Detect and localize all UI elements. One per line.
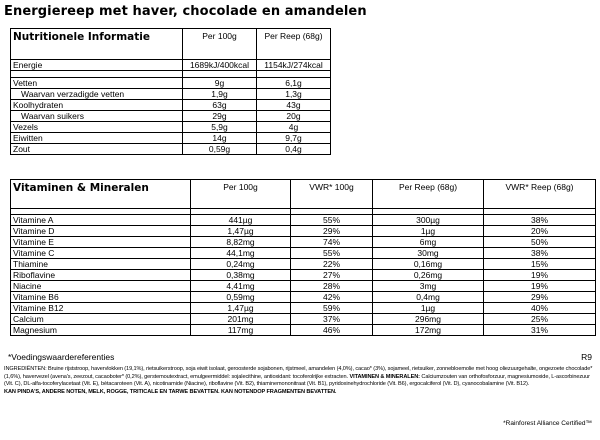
vitamin-label: Vitamine E <box>11 237 191 248</box>
nutrition-row <box>11 111 331 122</box>
vitamin-value: 42% <box>291 292 373 303</box>
vitamin-label: Vitamine C <box>11 248 191 259</box>
vitamin-row <box>11 325 596 336</box>
vitamin-value: 74% <box>291 237 373 248</box>
vitamin-value: 27% <box>291 270 373 281</box>
vitamin-label: Riboflavine <box>11 270 191 281</box>
nutrient-label: Energie <box>11 60 183 71</box>
vitamin-value: 55% <box>291 215 373 226</box>
vitamin-value: 4,41mg <box>191 281 291 292</box>
nutrition-row <box>11 144 331 155</box>
rainforest-certification: *Rainforest Alliance Certified™ <box>503 420 592 427</box>
nutrition-row <box>11 89 331 100</box>
vitamins-header: Vitaminen & Mineralen <box>11 180 191 209</box>
vitamins-table <box>10 179 596 336</box>
nutrient-value: 4g <box>257 122 331 133</box>
vitamin-value: 20% <box>484 226 596 237</box>
vitamins-minerals-text: Calciumzouten van orthofosforzuur, magnesiumoxide, L-ascorbinezuur (Vit. C), DL-alfa-tocoferylacetaat (Vit. E), bètacaroteen (Vit. A), nicotinamide (Niacine), riboflavine (Vit. B2), thiaminemononitraat (Vit. B1), pyridoxinehydrochloride (Vit. B6), ergocalciferol (Vit. D), cyanocobalamine (Vit. B12). <box>4 373 590 388</box>
nutrition-row <box>11 60 331 71</box>
footnote: *Voedingswaardereferenties <box>8 352 115 362</box>
vitamins-col-vwrbar: VWR* Reep (68g) <box>484 180 596 209</box>
vitamin-value: 30mg <box>373 248 484 259</box>
vitamin-label: Vitamine A <box>11 215 191 226</box>
nutrient-value: 6,1g <box>257 78 331 89</box>
vitamins-header-row <box>11 180 596 209</box>
vitamin-row <box>11 215 596 226</box>
vitamin-value: 40% <box>484 303 596 314</box>
vitamin-value: 44,1mg <box>191 248 291 259</box>
vitamin-value: 29% <box>291 226 373 237</box>
vitamin-row <box>11 314 596 325</box>
vitamin-value: 55% <box>291 248 373 259</box>
nutrient-value: 43g <box>257 100 331 111</box>
vitamin-value: 296mg <box>373 314 484 325</box>
product-code: R9 <box>581 352 592 362</box>
vitamin-value: 46% <box>291 325 373 336</box>
vitamin-value: 441µg <box>191 215 291 226</box>
vitamin-value: 8,82mg <box>191 237 291 248</box>
vitamin-value: 50% <box>484 237 596 248</box>
nutrient-label: Waarvan verzadigde vetten <box>11 89 183 100</box>
vitamin-value: 172mg <box>373 325 484 336</box>
vitamins-col-vwr100: VWR* 100g <box>291 180 373 209</box>
nutrient-label: Vetten <box>11 78 183 89</box>
nutrition-row <box>11 78 331 89</box>
vitamin-label: Vitamine D <box>11 226 191 237</box>
vitamin-value: 1µg <box>373 226 484 237</box>
vitamin-value: 22% <box>291 259 373 270</box>
vitamin-label: Vitamine B6 <box>11 292 191 303</box>
nutrient-value: 1,3g <box>257 89 331 100</box>
nutrition-row <box>11 122 331 133</box>
vitamin-label: Vitamine B12 <box>11 303 191 314</box>
product-title: Energiereep met haver, chocolade en amandelen <box>4 4 367 19</box>
vitamin-value: 3mg <box>373 281 484 292</box>
vitamin-value: 25% <box>484 314 596 325</box>
vitamin-value: 0,4mg <box>373 292 484 303</box>
spacer-cell <box>257 71 331 78</box>
vitamin-row <box>11 303 596 314</box>
vitamin-row <box>11 270 596 281</box>
nutrient-label: Eiwitten <box>11 133 183 144</box>
vitamin-value: 0,26mg <box>373 270 484 281</box>
vitamin-value: 117mg <box>191 325 291 336</box>
vitamin-value: 0,59mg <box>191 292 291 303</box>
nutrient-value: 5,9g <box>183 122 257 133</box>
vitamin-label: Niacine <box>11 281 191 292</box>
vitamin-value: 6mg <box>373 237 484 248</box>
nutrient-value: 29g <box>183 111 257 122</box>
nutrient-value: 1,9g <box>183 89 257 100</box>
vitamin-value: 38% <box>484 215 596 226</box>
vitamin-value: 31% <box>484 325 596 336</box>
nutrient-value: 9g <box>183 78 257 89</box>
vitamin-row <box>11 226 596 237</box>
vitamin-value: 0,16mg <box>373 259 484 270</box>
nutrient-value: 14g <box>183 133 257 144</box>
nutrition-row <box>11 100 331 111</box>
nutrient-label: Vezels <box>11 122 183 133</box>
nutrition-col-perbar: Per Reep (68g) <box>257 29 331 60</box>
vitamin-row <box>11 237 596 248</box>
vitamin-row <box>11 259 596 270</box>
vitamin-row <box>11 281 596 292</box>
spacer-row <box>11 71 331 78</box>
vitamin-value: 0,38mg <box>191 270 291 281</box>
vitamin-value: 28% <box>291 281 373 292</box>
vitamins-col-per100: Per 100g <box>191 180 291 209</box>
nutrition-table <box>10 28 331 155</box>
vitamin-value: 1,47µg <box>191 303 291 314</box>
nutrient-label: Waarvan suikers <box>11 111 183 122</box>
nutrient-value: 1689kJ/400kcal <box>183 60 257 71</box>
vitamin-value: 19% <box>484 270 596 281</box>
nutrient-value: 63g <box>183 100 257 111</box>
allergy-warning: KAN PINDA'S, ANDERE NOTEN, MELK, ROGGE, TRITICALE EN TARWE BEVATTEN. KAN NOTENDOP FRAGMENTEN BEVATTEN. <box>4 388 337 395</box>
vitamin-value: 201mg <box>191 314 291 325</box>
nutrition-col-per100: Per 100g <box>183 29 257 60</box>
vitamin-value: 38% <box>484 248 596 259</box>
nutrient-value: 1154kJ/274kcal <box>257 60 331 71</box>
vitamin-row <box>11 292 596 303</box>
vitamin-value: 300µg <box>373 215 484 226</box>
nutrient-label: Koolhydraten <box>11 100 183 111</box>
spacer-cell <box>183 71 257 78</box>
vitamin-value: 15% <box>484 259 596 270</box>
ingredients-block <box>4 366 596 396</box>
nutrient-value: 0,4g <box>257 144 331 155</box>
nutrient-value: 20g <box>257 111 331 122</box>
vitamin-value: 1,47µg <box>191 226 291 237</box>
vitamin-value: 19% <box>484 281 596 292</box>
nutrient-value: 0,59g <box>183 144 257 155</box>
nutrition-header: Nutritionele Informatie <box>11 29 183 60</box>
vitamins-minerals-label: VITAMINEN & MINERALEN: <box>349 373 420 380</box>
vitamin-value: 0,24mg <box>191 259 291 270</box>
vitamin-value: 59% <box>291 303 373 314</box>
nutrition-header-row <box>11 29 331 60</box>
vitamin-value: 1µg <box>373 303 484 314</box>
vitamin-label: Calcium <box>11 314 191 325</box>
vitamin-label: Magnesium <box>11 325 191 336</box>
ingredients-text: Bruine rijststroop, havervlokken (19,1%), rietsuikerstroop, soja eiwit isolaat, geroosterde sojabonen, rijstmeel, amandelen (4,0%), cacao* (3%), sojameel, rietsuiker, zonnebloemolie met hoog oliezuurgehalte, ongezoete chocolade* (1,6%), havervezel (avena's, zeezout, cacaoboter* (0,2%), gerstemoutextract, emulgeermiddel: sojalecithine, antioxidant: tocoferolrijke extracten. <box>4 366 593 380</box>
vitamin-value: 37% <box>291 314 373 325</box>
ingredients-label: INGREDIËNTEN: <box>4 366 47 372</box>
nutrient-label: Zout <box>11 144 183 155</box>
vitamin-label: Thiamine <box>11 259 191 270</box>
vitamins-col-perbar: Per Reep (68g) <box>373 180 484 209</box>
nutrition-row <box>11 133 331 144</box>
spacer-cell <box>11 71 183 78</box>
nutrient-value: 9,7g <box>257 133 331 144</box>
vitamin-value: 29% <box>484 292 596 303</box>
vitamin-row <box>11 248 596 259</box>
